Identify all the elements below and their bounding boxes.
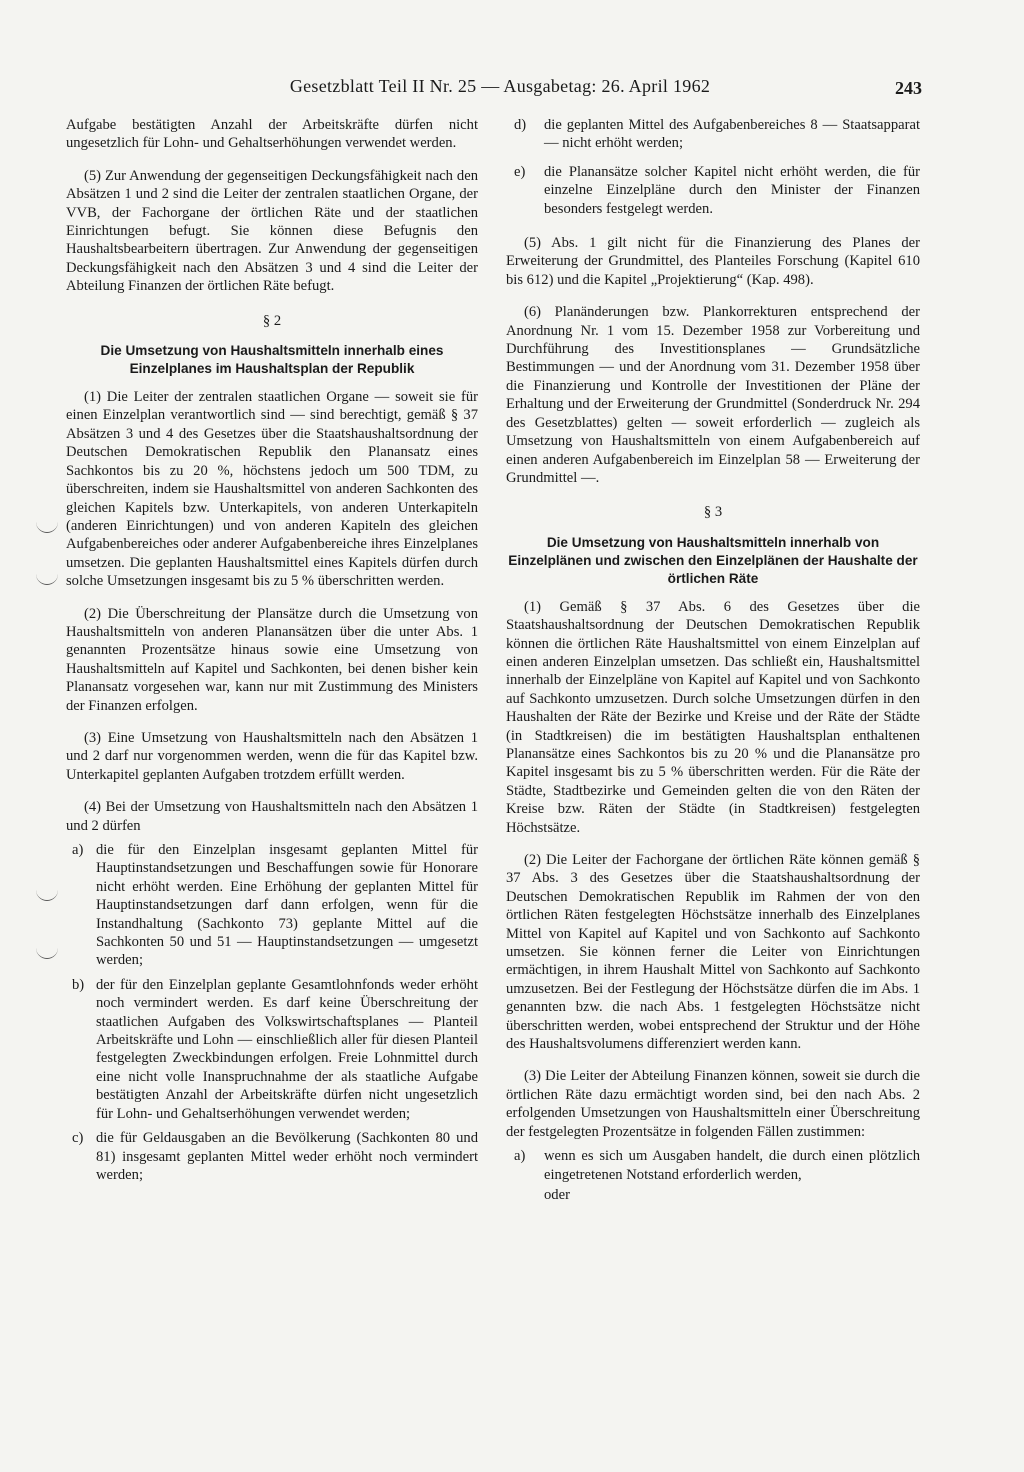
list-text: der für den Einzelplan geplante Gesamtlohnfonds weder erhöht noch vermindert werden. Es darf keine Überschreitung der staatlichen Aufgaben des Volkswirtschaftsplanes — Planteil Arbeitskräfte und Lohn — einschließlich aller für diesen Planteil festgelegten Zweckbindungen erfolgen. Freie Lohnmittel durch eine nicht volle Inanspruchnahme der als staatliche Aufgabe bestätigten Anzahl der Arbeitskräfte dürfen nicht ungesetzlich für Lohn- und Gehaltserhöhungen verwendet werden; [96, 976, 478, 1122]
list-label: d) [514, 117, 527, 133]
margin-mark [36, 522, 58, 533]
paragraph-6: (6) Planänderungen bzw. Plankorrekturen entsprechend der Anordnung Nr. 1 vom 15. Dezember 1958 zur Vorbereitung und Durchführung des Investitionsplanes — Grundsätzliche Bestimmungen — und der Anordnung vom 31. Dezember 1958 über die Finanzierung und Kontrolle der Investitionen der Pläne der Erhaltung und der Erweiterung der Grundmittel (Sonderdruck Nr. 294 des Gesetzblattes) gelten — soweit erforderlich — zugleich als Umsetzung von Haushaltsmitteln von einem Aufgabenbereich auf einen anderen Aufgabenbereich im Einzelplan 58 — Erweiterung der Grundmittel —. [506, 304, 920, 486]
section-2-paragraph-1: (1) Die Leiter der zentralen staatlichen Organe — soweit sie für einen Einzelplan verantwortlich sind — sind berechtigt, gemäß § 37 Absätzen 3 und 4 des Gesetzes über die Staatshaushaltsordnung der Deutschen Demokratischen Republik den Planansatz eines Sachkontos bis zu 20 %, höchstens jedoch um 500 TDM, zu überschreiten, indem sie Haushaltsmittel von anderen Sachkonten des gleichen Kapitels bzw. Unterkapitels, von anderen Unterkapiteln (anderen Einrichtungen) und von anderen Kapiteln des gleichen Aufgabenbereiches oder anderer Aufgabenbereiche ihres Einzelplanes umsetzen. Die geplanten Haushaltsmittel eines Kapitels dürfen durch solche Umsetzungen insgesamt bis zu 5 % überschritten werden. [66, 389, 478, 590]
right-column [506, 116, 920, 1204]
list-text: die für den Einzelplan insgesamt geplanten Mittel für Hauptinstandsetzungen und Beschaffungen sowie für Honorare nicht erhöht werden. Eine Erhöhung der geplanten Mittel für Hauptinstandsetzungen darf dann erfolgen, wenn für die Instandhaltung (Sachkonto 73) geplante Mittel auf die Sachkonten 50 und 51 — Hauptinstandsetzungen — umgesetzt werden; [96, 842, 478, 969]
header-title: Gesetzblatt Teil II Nr. 25 — Ausgabetag: 26. April 1962 [289, 76, 711, 96]
list-item-a [66, 841, 478, 970]
list-label: c) [72, 1130, 84, 1147]
list-item-b [66, 976, 478, 1123]
paragraph-5: (5) Zur Anwendung der gegenseitigen Deckungsfähigkeit nach den Absätzen 1 und 2 sind die Leiter der zentralen staatlichen Organe, der VVB, der Fachorgane der örtlichen Räte und der staatlichen Einrichtungen befugt. Sie können diese Befugnis den Haushaltsbearbeitern übertragen. Zur Anwendung der gegenseitigen Deckungsfähigkeit nach den Absätzen 3 und 4 sind die Leiter der Abteilung Finanzen der örtlichen Räte befugt. [66, 167, 478, 295]
list-item-c [66, 1129, 478, 1184]
section-3-number: § 3 [703, 504, 723, 521]
paragraph-5-right: (5) Abs. 1 gilt nicht für die Finanzierung des Planes der Erweiterung der Grundmittel, des Planteiles Forschung (Kapitel 610 bis 612) und die Kapitel „Projektierung“ (Kap. 498). [506, 235, 920, 288]
list-text: die für Geldausgaben an die Bevölkerung (Sachkonten 80 und 81) insgesamt geplanten Mittel weder erhöht noch vermindert werden; [96, 1130, 478, 1183]
section-3-paragraph-1: (1) Gemäß § 37 Abs. 6 des Gesetzes über die Staatshaushaltsordnung der Deutschen Demokratischen Republik können die örtlichen Räte Haushaltsmittel von einem Einzelplan auf einen anderen Einzelplan umsetzen. Das schließt ein, Haushaltsmittel innerhalb der Einzelpläne von Kapitel auf Kapitel und von Sachkonto auf Sachkonto umzusetzen. Durch solche Umsetzungen dürfen in den Haushalten der Räte der Bezirke und Kreise und der Räte der Städte (in Stadtkreisen) die im bestätigten Haushaltsplan enthaltenen Planansätze eines Sachkontos bis zu 20 % und die Planansätze pro Kapitel insgesamt bis zu 5 % überschritten werden. Für die Räte der Städte, Stadtbezirke und Gemeinden gelten die von den Räten der Kreise bzw. Räten der Städte (in Stadtkreisen) festgelegten Höchstsätze. [506, 598, 920, 836]
page-number: 243 [895, 78, 922, 98]
section-3-title: Die Umsetzung von Haushaltsmitteln innerhalb von Einzelplänen und zwischen den Einzelplänen der Haushalte der örtlichen Räte [508, 534, 918, 586]
list-item-e [506, 163, 920, 218]
list-item-d [506, 116, 920, 153]
section-3-paragraph-3: (3) Die Leiter der Abteilung Finanzen können, soweit sie durch die örtlichen Räte dazu ermächtigt worden sind, bei den nach Abs. 2 erfolgenden Umsetzungen von Haushaltsmitteln einer Überschreitung der festgelegten Prozentsätze in folgenden Fällen zustimmen: [506, 1068, 920, 1140]
list-text: die geplanten Mittel des Aufgabenbereiches 8 — Staatsapparat — nicht erhöht werden; [544, 117, 920, 152]
section-2-paragraph-2: (2) Die Überschreitung der Plansätze durch die Umsetzung von Haushaltsmitteln von anderen Planansätzen über die unter Abs. 1 genannten Prozentsätze hinaus sowie eine Umsetzung von Haushaltsmitteln auf Kapitel und Sachkonten, bei denen bisher kein Planansatz vorgesehen war, kann nur mit Zustimmung des Ministers der Finanzen erfolgen. [66, 605, 478, 714]
left-column [66, 116, 478, 1190]
section-2-paragraph-4: (4) Bei der Umsetzung von Haushaltsmitteln nach den Absätzen 1 und 2 dürfen [66, 799, 478, 834]
section-3-paragraph-2: (2) Die Leiter der Fachorgane der örtlichen Räte können gemäß § 37 Abs. 3 des Gesetzes über die Staatshaushaltsordnung der Deutschen Demokratischen Republik im Rahmen der von den örtlichen Räten festgelegten Höchstsätze innerhalb des Einzelplanes Mittel von Kapitel auf Kapitel und von Sachkonto auf Sachkonto umsetzen. Sie können ferner die Leiter von Einrichtungen ermächtigen, in ihrem Haushalt Mittel von Sachkonto auf Sachkonto umzusetzen. Bei der Festlegung der Höchstsätze dürfen die im Abs. 1 genannten bzw. die nach Abs. 1 festgelegten Höchstsätze nicht überschritten werden, wobei entsprechend der Struktur und der Höhe des Haushaltsvolumens differenziert werden kann. [506, 852, 920, 1053]
margin-mark [36, 890, 58, 901]
list-text: die Planansätze solcher Kapitel nicht erhöht werden, die für einzelne Einzelpläne durch den Minister der Finanzen besonders festgelegt werden. [544, 163, 920, 217]
oder-word: oder [544, 1186, 570, 1203]
list-text: wenn es sich um Ausgaben handelt, die durch einen plötzlich eingetretenen Notstand erforderlich werden, [544, 1148, 920, 1183]
section-2-paragraph-3: (3) Eine Umsetzung von Haushaltsmitteln nach den Absätzen 1 und 2 darf nur vorgenommen werden, wenn die für das Kapitel bzw. Unterkapitel geplanten Aufgaben trotzdem erfüllt werden. [66, 729, 478, 783]
list-label: e) [514, 163, 526, 180]
continued-paragraph: Aufgabe bestätigten Anzahl der Arbeitskräfte dürfen nicht ungesetzlich für Lohn- und Gehaltserhöhungen verwendet werden. [66, 117, 478, 152]
list-item-a-right [506, 1147, 920, 1184]
list-label: b) [72, 976, 85, 993]
page-header [0, 76, 1024, 102]
section-2-number: § 2 [262, 312, 282, 329]
list-label: a) [72, 842, 84, 858]
margin-mark [36, 948, 58, 959]
section-2-title: Die Umsetzung von Haushaltsmitteln innerhalb eines Einzelplanes im Haushaltsplan der Republik [100, 343, 444, 377]
margin-mark [36, 574, 58, 585]
list-label: a) [514, 1148, 526, 1165]
